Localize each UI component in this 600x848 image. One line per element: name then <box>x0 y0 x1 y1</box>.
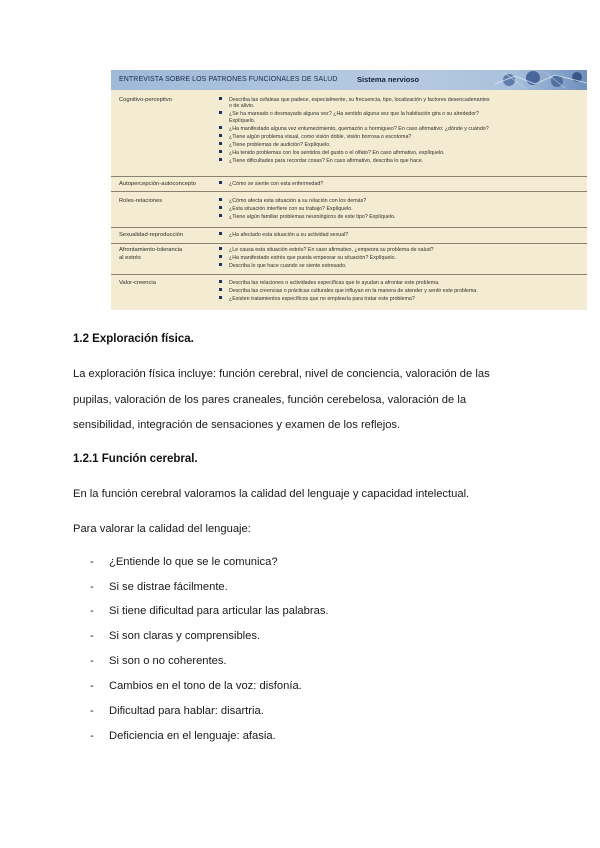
table-bullet-continuation: o de alivio. <box>229 103 255 109</box>
table-header-bar <box>111 70 587 90</box>
table-bullet: ¿Ha manifestado estrés que pueda empeorar su situación? Explíquelo. <box>219 255 585 262</box>
list-item: - Dificultad para hablar: disartria. <box>90 705 264 717</box>
table-title: ENTREVISTA SOBRE LOS PATRONES FUNCIONALES DE SALUD <box>119 76 338 83</box>
dash-bullet: - <box>90 581 94 593</box>
list-item: - Si tiene dificultad para articular las palabras. <box>90 605 329 617</box>
table-bullet: ¿Esta situación interfiere con su trabajo? Explíquelo. <box>219 206 585 213</box>
bullet-square-icon <box>219 97 222 100</box>
table-bullet: Describa lo que hace cuando se siente estresado. <box>219 263 585 270</box>
bullet-square-icon <box>219 232 222 235</box>
table-bullet: ¿Se ha mareado o desmayado alguna vez? ¿Ha sentido alguna vez que la habitación gira o su alrededor? <box>219 111 585 118</box>
list-item: - Si se distrae fácilmente. <box>90 581 228 593</box>
row-label-cognitivo: Cognitivo-perceptivo <box>119 97 172 103</box>
bullet-square-icon <box>219 198 222 201</box>
list-item: - Cambios en el tono de la voz: disfonía. <box>90 680 302 692</box>
table-bullet: ¿Cómo se siente con esta enfermedad? <box>219 181 585 188</box>
paragraph-line: pupilas, valoración de los pares craneales, función cerebelosa, valoración de la <box>73 394 467 406</box>
bullet-square-icon <box>219 263 222 266</box>
list-item: - Si son claras y comprensibles. <box>90 630 261 642</box>
table-bullet: Describa las creencias o prácticas culturales que influyan en la manera de atender y sentir este problema. <box>219 288 585 295</box>
dash-bullet: - <box>90 630 94 642</box>
table-bullet: ¿Existen tratamientos específicos que no emplearía para tratar este problema? <box>219 296 585 303</box>
table-row-divider <box>111 227 587 228</box>
table-row-divider <box>111 191 587 192</box>
bullet-square-icon <box>219 134 222 137</box>
section-heading-funcion-cerebral: 1.2.1 Función cerebral. <box>73 453 198 465</box>
bullet-square-icon <box>219 158 222 161</box>
bullet-square-icon <box>219 142 222 145</box>
table-row-divider <box>111 176 587 177</box>
table-bullet-continuation: Explíquelo. <box>229 118 256 124</box>
patterns-interview-table <box>111 70 587 310</box>
list-intro: Para valorar la calidad del lenguaje: <box>73 523 251 535</box>
list-item: - Deficiencia en el lenguaje: afasia. <box>90 730 276 742</box>
table-bullet: ¿Ha afectado esta situación a su actividad sexual? <box>219 232 585 239</box>
dash-bullet: - <box>90 556 94 568</box>
row-label-sexualidad: Sexualidad-reproducción <box>119 232 184 238</box>
paragraph-line: La exploración física incluye: función cerebral, nivel de conciencia, valoración de las <box>73 368 490 380</box>
table-bullet: ¿Cómo afecta esta situación a su relación con los demás? <box>219 198 585 205</box>
dash-bullet: - <box>90 680 94 692</box>
intro-paragraph: En la función cerebral valoramos la calidad del lenguaje y capacidad intelectual. <box>73 488 470 500</box>
table-bullet: ¿Tiene algún familiar problemas neurológicos de este tipo? Explíquelo. <box>219 214 585 221</box>
bullet-square-icon <box>219 255 222 258</box>
bullet-square-icon <box>219 111 222 114</box>
table-system-label: Sistema nervioso <box>357 75 420 84</box>
bullet-square-icon <box>219 280 222 283</box>
table-row-divider <box>111 274 587 275</box>
table-bullet: ¿Tiene dificultades para recordar cosas? En caso afirmativo, describa lo que hace. <box>219 158 585 165</box>
row-label-afrontamiento: Afrontamiento-tolerancia <box>119 247 183 253</box>
dash-bullet: - <box>90 655 94 667</box>
bullet-square-icon <box>219 247 222 250</box>
dash-bullet: - <box>90 705 94 717</box>
table-bullet: ¿Ha manifestado alguna vez entumecimiento, quemazón u hormigueo? En caso afirmativo: ¿dónde y cuándo? <box>219 126 585 133</box>
table-bullet: Describa las cefaleas que padece, especialmente, su frecuencia, tipo, localización y factores desencadenantes <box>219 97 585 104</box>
dash-bullet: - <box>90 730 94 742</box>
bullet-square-icon <box>219 296 222 299</box>
table-bullet: ¿Tiene algún problema visual, como visión doble, visión borrosa o escotoma? <box>219 134 585 141</box>
bullet-square-icon <box>219 126 222 129</box>
table-bullet: ¿Tiene problemas de audición? Explíquelo. <box>219 142 585 149</box>
bullet-square-icon <box>219 150 222 153</box>
bullet-square-icon <box>219 288 222 291</box>
table-bullet: Describa las relaciones o actividades específicas que le ayudan a afrontar este problema. <box>219 280 585 287</box>
row-label-roles: Roles-relaciones <box>119 198 163 204</box>
section-heading-exploracion: 1.2 Exploración física. <box>73 333 194 345</box>
paragraph-line: sensibilidad, integración de sensaciones y examen de los reflejos. <box>73 419 401 431</box>
row-label-autopercepcion: Autopercepción-autoconcepto <box>119 181 197 187</box>
list-item: - Si son o no coherentes. <box>90 655 227 667</box>
table-bullet: ¿Ha tenido problemas con los sentidos del gusto o el olfato? En caso afirmativo, explíquelo. <box>219 150 585 157</box>
bullet-square-icon <box>219 214 222 217</box>
bullet-square-icon <box>219 206 222 209</box>
table-bullet: ¿Le causa esta situación estrés? En caso afirmativo, ¿empeora su problema de salud? <box>219 247 585 254</box>
bullet-square-icon <box>219 181 222 184</box>
row-label-afrontamiento-line2: al estrés <box>119 255 141 261</box>
table-row-divider <box>111 243 587 244</box>
list-item: - ¿Entiende lo que se le comunica? <box>90 556 278 568</box>
dash-bullet: - <box>90 605 94 617</box>
row-label-valor: Valor-creencia <box>119 280 156 286</box>
neuron-decoration-icon <box>495 70 587 90</box>
